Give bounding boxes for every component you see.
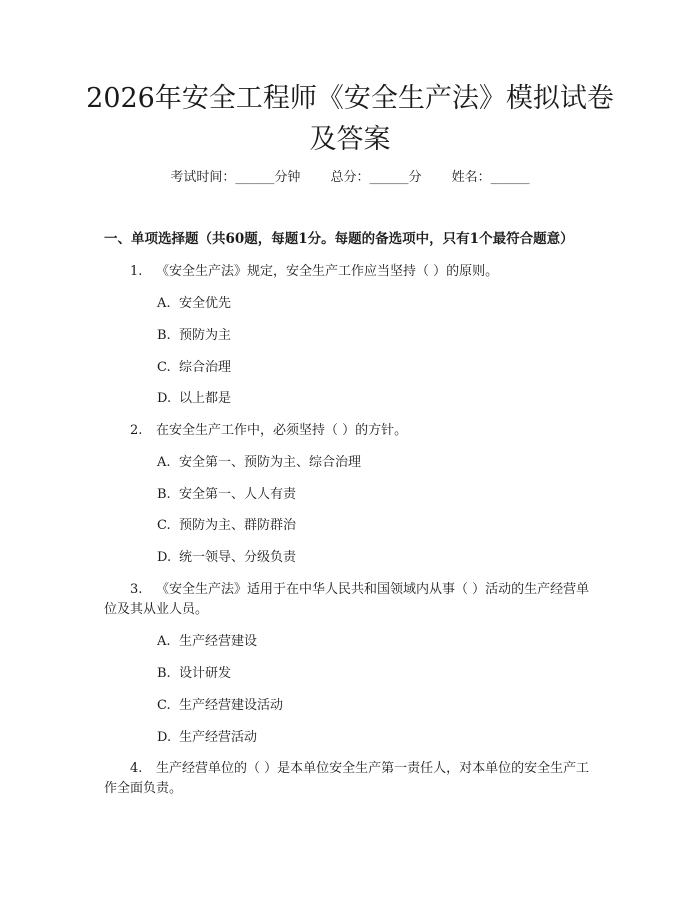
option-text: 安全优先 bbox=[179, 296, 232, 311]
option-2a bbox=[157, 453, 361, 473]
question-number: 2. bbox=[130, 423, 143, 438]
option-text: 综合治理 bbox=[179, 360, 232, 375]
option-text: 以上都是 bbox=[179, 391, 232, 406]
option-letter: C. bbox=[157, 698, 171, 713]
question-4 bbox=[104, 759, 596, 799]
page-title: 2026年安全工程师《安全生产法》模拟试卷及答案 bbox=[86, 83, 614, 155]
question-number: 4. bbox=[130, 761, 143, 776]
option-1c bbox=[157, 358, 231, 378]
option-letter: D. bbox=[157, 550, 172, 565]
name-blank: ______ bbox=[490, 170, 530, 185]
time-label: 考试时间： bbox=[170, 170, 236, 185]
option-letter: C. bbox=[157, 518, 171, 533]
question-text: 在安全生产工作中，必须坚持（ ）的方针。 bbox=[156, 423, 408, 438]
option-letter: D. bbox=[157, 730, 172, 745]
option-2d bbox=[157, 548, 296, 568]
option-1b bbox=[157, 326, 231, 346]
option-2c bbox=[157, 516, 296, 536]
score-blank: ______ bbox=[369, 170, 409, 185]
option-text: 预防为主 bbox=[179, 328, 232, 343]
option-text: 安全第一、预防为主、综合治理 bbox=[179, 455, 362, 470]
question-1 bbox=[104, 262, 596, 282]
option-letter: A. bbox=[157, 634, 171, 649]
option-text: 安全第一、人人有责 bbox=[179, 487, 297, 502]
score-unit: 分 bbox=[408, 170, 422, 185]
question-text: 《安全生产法》规定，安全生产工作应当坚持（ ）的原则。 bbox=[156, 264, 499, 279]
option-letter: A. bbox=[157, 296, 171, 311]
option-text: 生产经营建设活动 bbox=[179, 698, 284, 713]
option-text: 统一领导、分级负责 bbox=[179, 550, 297, 565]
option-3d bbox=[157, 728, 257, 748]
option-3c bbox=[157, 696, 283, 716]
option-1d bbox=[157, 389, 231, 409]
option-1a bbox=[157, 294, 231, 314]
section-heading: 一、单项选择题（共60题，每题1分。每题的备选项中，只有1个最符合题意） bbox=[104, 231, 574, 247]
option-text: 生产经营活动 bbox=[179, 730, 258, 745]
option-letter: A. bbox=[157, 455, 171, 470]
question-number: 3. bbox=[130, 582, 143, 597]
option-letter: D. bbox=[157, 391, 172, 406]
question-text: 《安全生产法》适用于在中华人民共和国领域内从事（ ）活动的生产经营单位及其从业人员。 bbox=[104, 582, 590, 617]
question-number: 1. bbox=[130, 264, 143, 279]
option-text: 预防为主、群防群治 bbox=[179, 518, 297, 533]
question-2 bbox=[104, 421, 596, 441]
option-letter: B. bbox=[157, 328, 171, 343]
option-letter: B. bbox=[157, 487, 171, 502]
exam-meta bbox=[0, 168, 700, 188]
option-2b bbox=[157, 485, 296, 505]
option-text: 生产经营建设 bbox=[179, 634, 258, 649]
option-letter: B. bbox=[157, 666, 171, 681]
question-text: 生产经营单位的（ ）是本单位安全生产第一责任人，对本单位的安全生产工作全面负责。 bbox=[104, 761, 590, 796]
option-3b bbox=[157, 664, 231, 684]
score-label: 总分： bbox=[330, 170, 370, 185]
option-3a bbox=[157, 632, 257, 652]
name-label: 姓名： bbox=[451, 170, 491, 185]
question-3 bbox=[104, 580, 596, 620]
option-letter: C. bbox=[157, 360, 171, 375]
option-text: 设计研发 bbox=[179, 666, 232, 681]
time-blank: ______ bbox=[235, 170, 275, 185]
time-unit: 分钟 bbox=[274, 170, 301, 185]
